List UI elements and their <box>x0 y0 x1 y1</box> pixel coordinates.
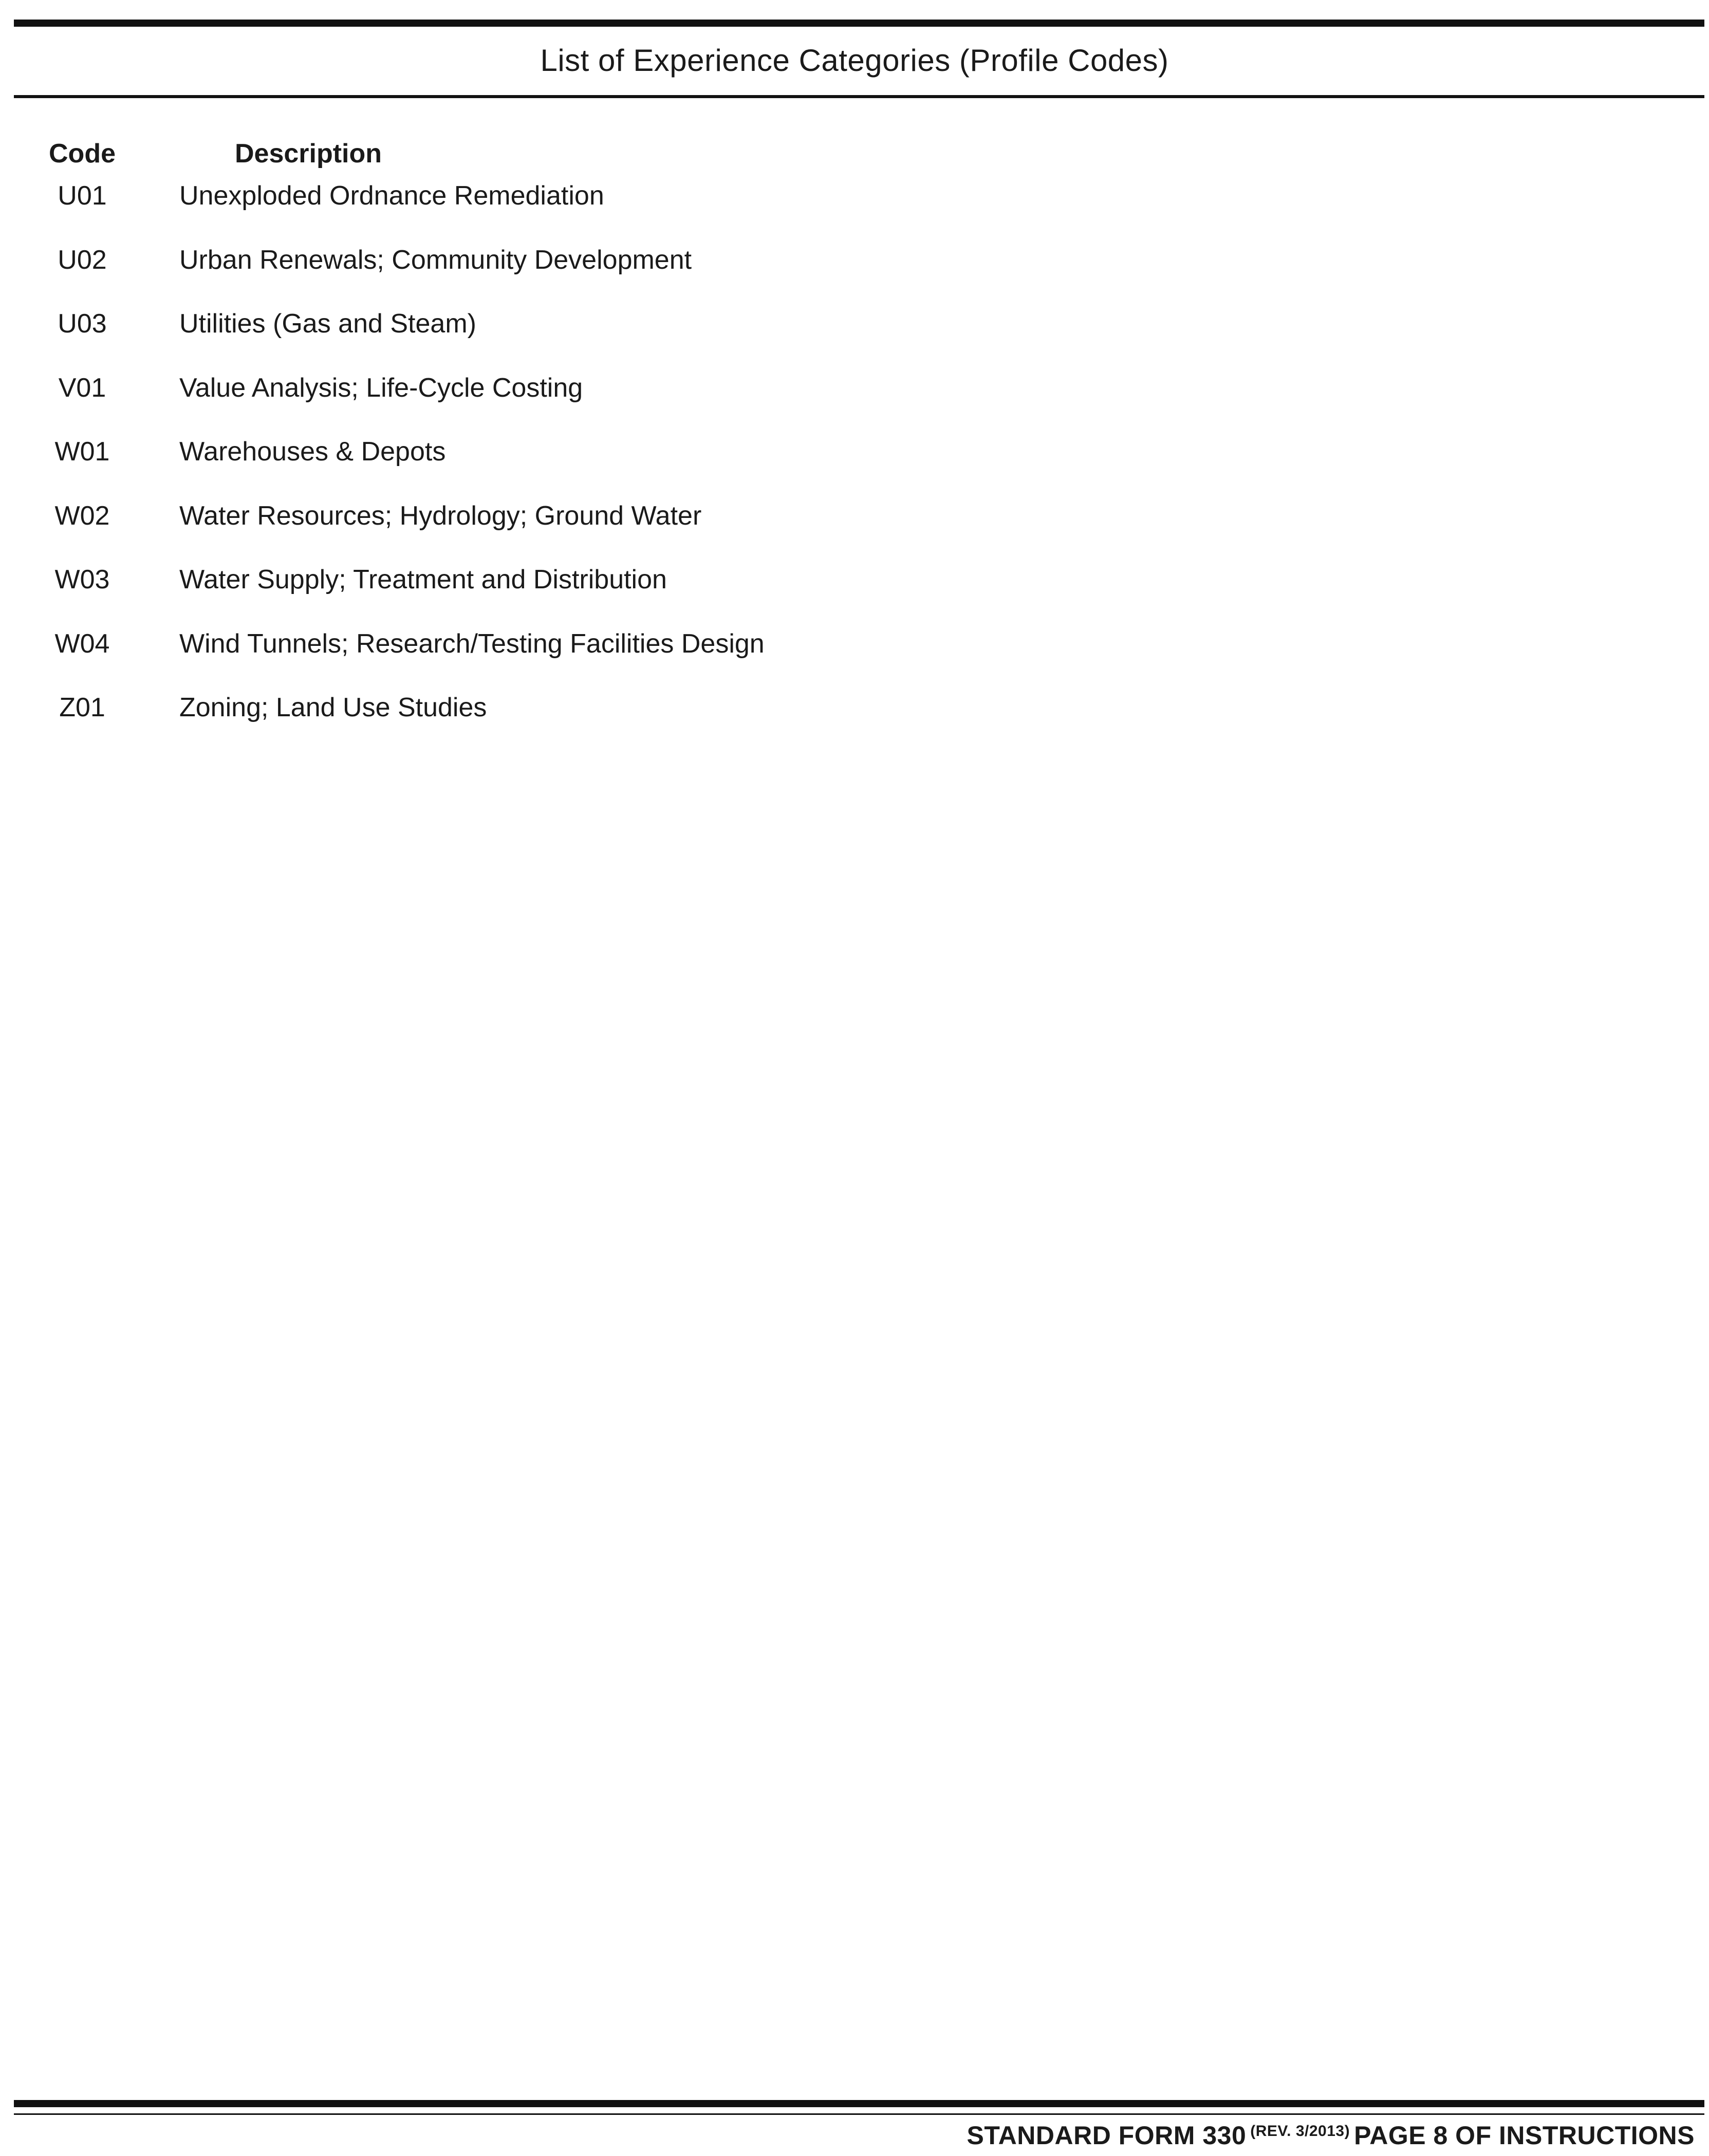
profile-code: W01 <box>54 437 110 467</box>
profile-code: U02 <box>58 245 107 275</box>
bottom-thin-rule <box>14 2113 1704 2115</box>
list-item <box>0 625 1709 690</box>
profile-code: U01 <box>58 181 107 211</box>
list-item <box>0 433 1709 497</box>
column-header-code: Code <box>49 139 116 169</box>
title-rule <box>14 95 1704 98</box>
list-item <box>0 561 1709 625</box>
column-header-description: Description <box>234 139 382 169</box>
profile-code: Z01 <box>59 693 105 722</box>
list-item <box>0 497 1709 562</box>
list-item <box>0 241 1709 306</box>
profile-description: Urban Renewals; Community Development <box>179 245 692 275</box>
page-title: List of Experience Categories (Profile Codes) <box>540 43 1169 78</box>
profile-description: Wind Tunnels; Research/Testing Facilities Design <box>179 628 765 659</box>
profile-code: W02 <box>54 500 110 531</box>
profile-code: U03 <box>58 309 107 339</box>
profile-description: Warehouses & Depots <box>179 437 446 467</box>
profile-code: W03 <box>54 565 110 594</box>
list-item <box>0 369 1709 434</box>
profile-description: Water Resources; Hydrology; Ground Water <box>179 500 702 531</box>
footer-form-name: STANDARD FORM 330 <box>967 2121 1247 2150</box>
page-footer <box>967 2119 1695 2156</box>
profile-description: Unexploded Ordnance Remediation <box>179 181 604 211</box>
profile-description: Value Analysis; Life-Cycle Costing <box>179 373 583 403</box>
profile-code: W04 <box>54 628 110 659</box>
list-item <box>0 689 1709 753</box>
profile-description: Water Supply; Treatment and Distribution <box>179 565 667 594</box>
top-rule <box>14 20 1704 27</box>
bottom-rule <box>14 2100 1704 2107</box>
profile-code: V01 <box>58 373 106 403</box>
profile-description: Zoning; Land Use Studies <box>179 693 487 722</box>
profile-description: Utilities (Gas and Steam) <box>179 309 476 339</box>
footer-revision: (REV. 3/2013) <box>1250 2123 1350 2140</box>
list-item <box>0 305 1709 369</box>
profile-code-list <box>0 177 1709 753</box>
list-item <box>0 177 1709 241</box>
footer-page-number: PAGE 8 OF INSTRUCTIONS <box>1354 2121 1695 2150</box>
